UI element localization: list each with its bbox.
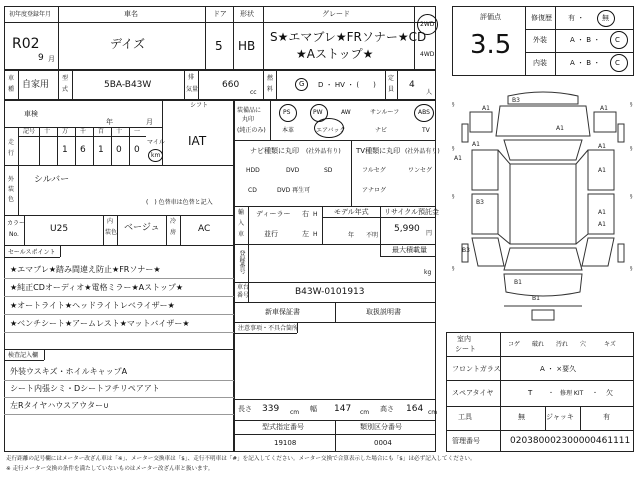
navi-option: HDD	[246, 167, 260, 174]
name-label: 車名	[124, 10, 138, 18]
shift-label: シフト	[190, 102, 209, 109]
import-label-3: 車	[238, 231, 245, 238]
spare-dot: ・	[548, 390, 555, 397]
sales-rule	[4, 314, 234, 315]
cap-unit: 人	[426, 89, 433, 96]
spare-t: T	[528, 389, 533, 397]
jack-label: ジャッキ	[546, 413, 574, 421]
color-label-1: 外	[8, 176, 15, 183]
import-dealer: ディーラー	[256, 210, 291, 218]
registration-label: 登録番号	[238, 250, 245, 274]
mileage-digit: 1	[62, 145, 68, 155]
interior-value: C	[615, 59, 620, 67]
equipment-item: サンルーフ	[370, 109, 400, 116]
damage-a1-right-rear: A1	[598, 221, 606, 228]
inspection-month-unit: 月	[146, 118, 153, 126]
mileage-digit: 0	[116, 145, 122, 155]
import-left: 左	[302, 230, 309, 238]
cap-label-2: 員	[388, 86, 395, 93]
inspector-rule	[4, 380, 234, 381]
length-unit: cm	[290, 409, 300, 416]
ac-label-2: 房	[170, 229, 177, 236]
color-code-label: カラー	[7, 220, 26, 227]
notes-label: 注意事項・不具合箇所	[238, 325, 299, 332]
repair-none: 無	[602, 14, 609, 22]
mileage-label-2: 行	[8, 150, 15, 157]
width-value: 147	[334, 404, 352, 414]
spare-label: スペアタイヤ	[452, 389, 494, 397]
tools-value: 無	[518, 413, 525, 421]
sales-rule	[4, 278, 234, 279]
width-label: 幅	[310, 405, 317, 413]
grade-line2: ★Aストップ★	[296, 47, 374, 61]
navi-option: DVD	[286, 167, 300, 174]
car-name: デイズ	[110, 37, 146, 51]
chassis-label-2: 番号	[237, 292, 250, 299]
equipment-item: ナビ	[375, 127, 388, 134]
score-label: 評価点	[480, 13, 501, 21]
length-value: 339	[262, 404, 280, 414]
length-label: 長さ	[238, 405, 252, 413]
seat-label-1: 室内	[457, 335, 471, 343]
tv-option: アナログ	[362, 187, 387, 194]
mileage-col-header: 記号	[23, 128, 36, 135]
model-value: 5BA-B43W	[104, 80, 152, 90]
drive-2wd: 2WD	[420, 21, 435, 28]
type-value: 19108	[274, 439, 297, 447]
class-value: 0004	[374, 439, 392, 447]
mileage-label-1: 走	[8, 139, 15, 146]
seat-condition-item: コゲ	[508, 341, 521, 348]
damage-b3-left-door: B3	[476, 199, 484, 206]
drive-4wd: 4WD	[420, 51, 435, 58]
svg-text:§: §	[630, 194, 633, 200]
svg-text:§: §	[630, 146, 633, 152]
navi-option: CD	[248, 187, 257, 194]
recycle-label: リサイクル預託金	[384, 208, 440, 216]
equipment-item: PW	[313, 109, 323, 116]
mileage-digit: 0	[134, 145, 140, 155]
shift-value: IAT	[188, 134, 207, 148]
tv-title: TV種類に丸印	[356, 147, 401, 155]
shape-label: 形状	[240, 10, 254, 18]
interior-label-2: 装色	[105, 229, 118, 236]
mileage-unit-mile: マイル	[147, 139, 165, 146]
sales-rule	[4, 332, 234, 333]
glass-value: A ・ ×要久	[540, 365, 577, 373]
interior-label: 内装	[533, 59, 547, 67]
fuel-label-2: 料	[267, 86, 274, 93]
load-label: 最大積載量	[392, 246, 427, 254]
damage-a1-hood: A1	[556, 125, 564, 132]
usage-label-2: 種	[8, 86, 15, 93]
tv-title-sub: (社外品有り)	[405, 148, 440, 155]
equipment-item: 本革	[282, 127, 295, 134]
damage-b1-rear: B1	[514, 279, 522, 286]
seat-condition-item: 穴	[580, 341, 587, 348]
door-label: ドア	[213, 10, 227, 18]
color-code-no: No.	[9, 231, 19, 238]
mileage-col-header: 百	[98, 128, 105, 135]
damage-a1-right-door: A1	[598, 143, 606, 150]
equipment-item: PS	[283, 109, 291, 116]
first-reg-month: 9	[38, 53, 44, 63]
inspector-title: 検査記入欄	[8, 352, 39, 359]
ac-value: AC	[198, 224, 211, 234]
svg-text:§: §	[452, 266, 455, 272]
grade-label: グレード	[322, 10, 350, 18]
glass-label: フロントガラス	[452, 365, 501, 373]
spare-kit: 修理 KIT	[560, 390, 584, 397]
svg-text:§: §	[452, 146, 455, 152]
height-unit: cm	[428, 409, 438, 416]
mileage-unit-km: km	[151, 152, 161, 159]
model-year-unit: 年	[348, 232, 355, 239]
sales-title: セールスポイント	[8, 249, 56, 256]
disp-label-2: 気量	[186, 86, 199, 93]
width-unit: cm	[360, 409, 370, 416]
warranty-new-car: 新車保証書	[265, 308, 300, 316]
sales-point-line: ★オートライト★ヘッドライトレベライザー★	[10, 301, 175, 310]
shape-value: HB	[238, 39, 256, 53]
load-unit: kg	[424, 269, 432, 276]
usage-value: 自家用	[22, 80, 50, 90]
color-label-3: 色	[8, 196, 15, 203]
class-label: 類別区分番号	[360, 423, 402, 431]
color-code-value: U25	[50, 224, 69, 234]
model-year-label: モデル年式	[334, 208, 369, 216]
inspector-line: 外装ウスキズ・ホイルキャップA	[10, 367, 128, 376]
damage-b3-rear-left: B3	[462, 247, 470, 254]
warranty-manual: 取扱説明書	[366, 308, 401, 316]
score-value: 3.5	[470, 30, 512, 60]
grade-line1: S★エマブレ★FRソナー★CD	[270, 30, 427, 44]
import-left-h: H	[313, 231, 318, 238]
svg-text:§: §	[630, 266, 633, 272]
dia-bracket: §	[452, 102, 455, 108]
equipment-title-1: 装備品に	[237, 107, 262, 114]
sales-point-line: ★純正CDオーディオ★電格ミラー★Aストップ★	[10, 283, 184, 292]
jack-value: 有	[603, 413, 610, 421]
footer-line-2: ※ 走行メーター交換の条件を満たしていないものはメーター改ざん車と扱います。	[6, 466, 214, 472]
equipment-title-3: (純正のみ)	[237, 127, 266, 134]
tools-label: 工具	[458, 413, 472, 421]
mileage-col-divider	[129, 127, 130, 165]
repair-label: 修復歴	[531, 14, 552, 22]
mileage-col-divider	[75, 127, 76, 165]
import-label-2: 入	[238, 220, 245, 227]
tv-option: フルセグ	[362, 167, 386, 174]
car-damage-diagram	[448, 88, 638, 326]
inspector-rule	[4, 414, 234, 415]
import-right-h: H	[313, 211, 318, 218]
navi-option: SD	[324, 167, 333, 174]
height-value: 164	[406, 404, 424, 414]
mileage-col-divider	[57, 127, 58, 165]
spare-none: 欠	[606, 389, 613, 397]
sales-point-line: ★エマブレ★踏み間違え防止★FRソナー★	[10, 265, 161, 274]
model-label-2: 式	[62, 86, 69, 93]
disp-label-1: 排	[188, 74, 195, 81]
import-label-1: 輸	[238, 209, 245, 216]
seat-condition-item: キズ	[604, 341, 616, 348]
damage-a1-left-mirror: A1	[472, 141, 480, 148]
footer-line-1: 走行距離の記号欄にはメーター改ざん車は「※」、メーター交換車は「$」、走行不明車は「#」を記入してください。メーター交換で合算表示した場合にも「$」は必ず記入してください。	[6, 456, 476, 462]
equipment-title-2: 丸印	[242, 116, 255, 123]
exterior-opts: A ・ B ・	[570, 36, 601, 44]
equipment-item: エアバック	[316, 127, 346, 134]
chassis-label-1: 車台	[237, 284, 250, 291]
mgmt-value: 020380002300000461111	[510, 436, 631, 446]
color-label-2: 装	[8, 186, 15, 193]
interior-label-1: 内	[107, 218, 114, 225]
sales-rule	[4, 296, 234, 297]
repair-opts: 有 ・	[568, 14, 585, 22]
navi-title: ナビ種類に丸印	[250, 147, 299, 155]
damage-a1-right-rear-door: A1	[598, 209, 606, 216]
first-reg-year: R02	[12, 36, 40, 52]
damage-a1-right-front-door: A1	[598, 167, 606, 174]
height-label: 高さ	[380, 405, 394, 413]
disp-unit: cc	[250, 89, 257, 96]
seat-label-2: シート	[455, 345, 476, 353]
damage-b1-bumper: B1	[532, 295, 540, 302]
ac-label-1: 冷	[170, 218, 177, 225]
svg-text:§: §	[630, 102, 633, 108]
color-note: ( ) 色替車は色替と記入	[146, 199, 213, 206]
seat-condition-item: 汚れ	[556, 341, 569, 348]
svg-text:§: §	[452, 194, 455, 200]
damage-b3-front: B3	[512, 97, 520, 104]
equipment-item: AW	[341, 109, 351, 116]
inspection-label: 車検	[24, 110, 38, 118]
inspector-line: シート内張シミ・Dシートフチリペアアト	[10, 384, 160, 393]
cap-value: 4	[409, 80, 415, 90]
door-value: 5	[215, 39, 223, 53]
spare-dot2: ・	[592, 390, 599, 397]
import-parallel: 並行	[264, 230, 278, 238]
tv-option: ワンセグ	[408, 167, 433, 174]
exterior-label: 外装	[533, 36, 547, 44]
seat-condition-item: 破れ	[532, 341, 545, 348]
equipment-item: TV	[422, 127, 430, 134]
mileage-col-header: 十	[116, 128, 123, 135]
first-reg-month-unit: 月	[48, 55, 55, 63]
mileage-col-divider	[111, 127, 112, 165]
equipment-item: ABS	[418, 109, 430, 116]
inspection-year-unit: 年	[106, 118, 113, 126]
inspector-line: 左Rタイヤハウスアウター∪	[10, 401, 109, 410]
damage-a1-front-right: A1	[600, 105, 608, 112]
import-right: 右	[302, 210, 309, 218]
mileage-col-header: 一	[134, 128, 141, 135]
navi-title-sub: (社外品有り)	[306, 148, 341, 155]
usage-label-1: 車	[8, 75, 15, 82]
chassis-value: B43W-0101913	[295, 287, 365, 297]
mileage-digit: 1	[98, 145, 104, 155]
first-reg-label: 初年度登録年月	[9, 11, 52, 18]
recycle-value: 5,990	[394, 224, 420, 234]
damage-a1-front-left: A1	[482, 105, 490, 112]
mileage-col-header: 十	[44, 128, 51, 135]
recycle-unit: 円	[426, 230, 433, 237]
mileage-col-divider	[39, 127, 40, 165]
navi-option: DVD 再生可	[277, 187, 311, 194]
mileage-col-divider	[93, 127, 94, 165]
color-value: シルバー	[34, 175, 70, 185]
fuel-label-1: 燃	[267, 75, 274, 82]
sales-point-line: ★ベンチシート★アームレスト★マットバイザー★	[10, 319, 190, 328]
cap-label-1: 定	[388, 75, 395, 82]
damage-a1-left-front: A1	[454, 155, 462, 162]
mileage-col-header: 万	[62, 128, 69, 135]
inspector-rule	[4, 397, 234, 398]
type-label: 型式指定番号	[262, 423, 304, 431]
exterior-value: C	[615, 36, 620, 44]
mgmt-label: 管理番号	[452, 437, 480, 445]
mileage-digit: 6	[80, 145, 86, 155]
interior-color-value: ベージュ	[124, 223, 160, 233]
fuel-g: G	[299, 80, 305, 88]
model-year-unknown: 不明	[366, 232, 379, 239]
interior-opts: A ・ B ・	[570, 59, 601, 67]
fuel-rest: D ・ HV ・ ( )	[318, 81, 376, 89]
mileage-col-header: 千	[80, 128, 87, 135]
disp-value: 660	[222, 80, 240, 90]
model-label-1: 型	[62, 75, 69, 82]
